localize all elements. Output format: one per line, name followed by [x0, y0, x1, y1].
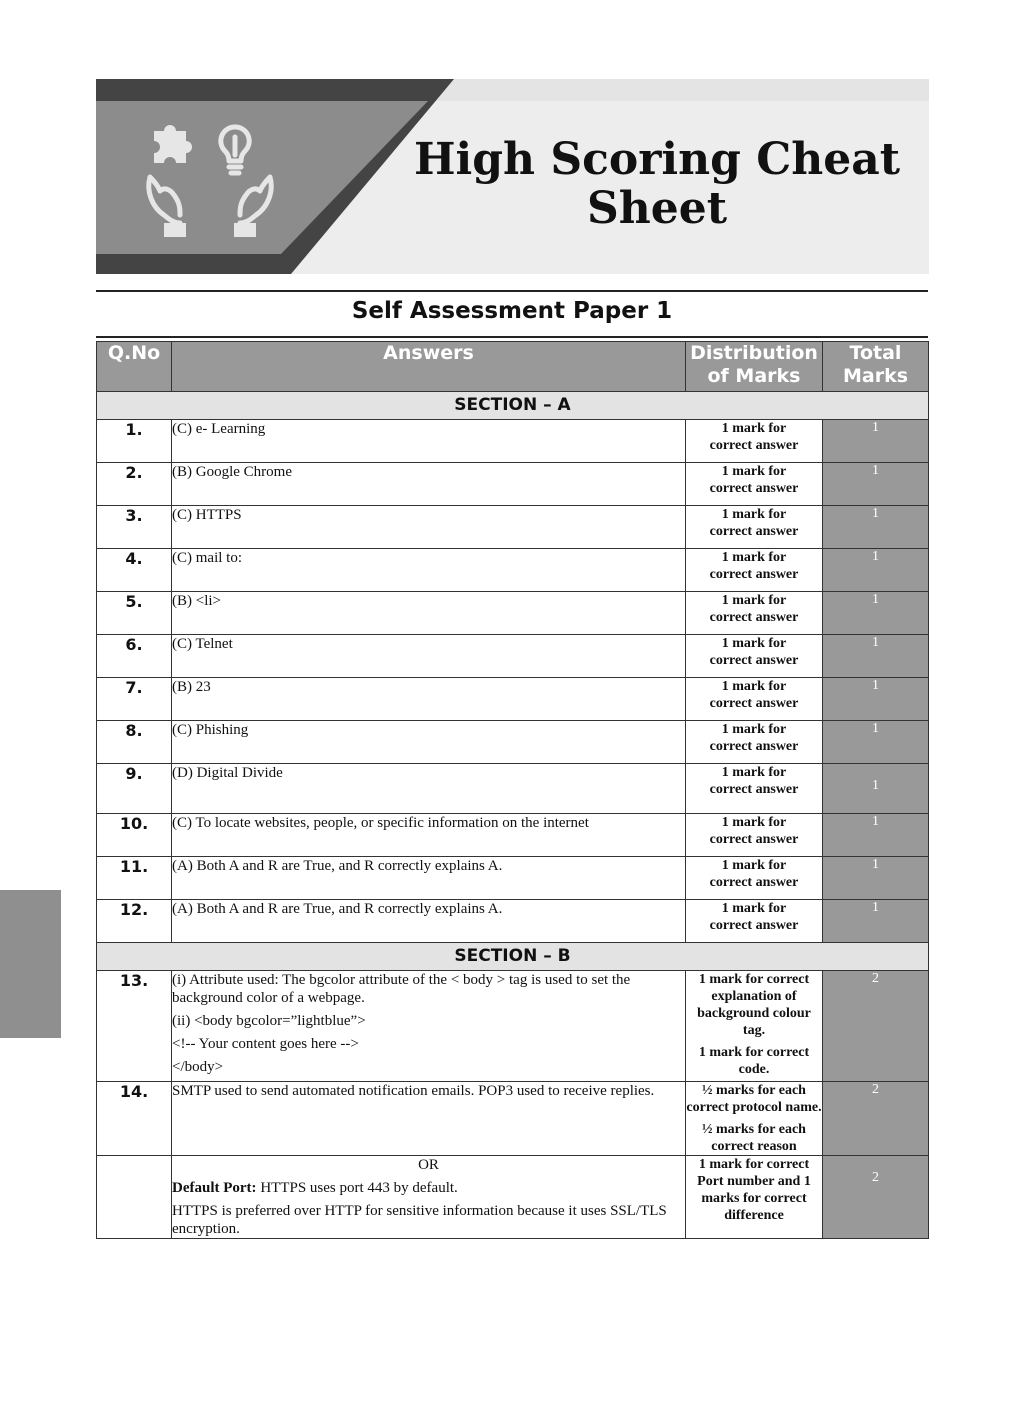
col-header-qno: Q.No [97, 342, 172, 392]
question-number: 9. [97, 764, 172, 814]
distribution-line: 1 mark for [721, 464, 787, 479]
distribution-cell [686, 549, 823, 592]
table-row [97, 678, 929, 721]
answer-cell: (C) Telnet [172, 635, 686, 678]
total-marks: 1 [823, 721, 929, 764]
distribution-line: correct answer [709, 739, 799, 754]
answer-line [172, 1179, 685, 1197]
question-number: 14. [97, 1082, 172, 1156]
total-marks: 1 [823, 592, 929, 635]
distribution-line: correct answer [709, 524, 799, 539]
distribution-line: ½ marks for each correct reason [702, 1122, 806, 1154]
side-tab [0, 890, 61, 1038]
answer-line: (i) Attribute used: The bgcolor attribute of the < body > tag is used to set the background color of a webpage. [172, 972, 631, 1006]
col-header-answers: Answers [172, 342, 686, 392]
total-marks: 1 [823, 506, 929, 549]
answer-cell: (C) To locate websites, people, or specific information on the internet [172, 814, 686, 857]
distribution-cell [686, 764, 823, 814]
section-b-label: SECTION – B [97, 943, 929, 971]
table-row [97, 592, 929, 635]
distribution-cell [686, 1082, 823, 1156]
table-row [97, 420, 929, 463]
distribution-line: 1 mark for [721, 421, 787, 436]
answer-cell: (B) <li> [172, 592, 686, 635]
distribution-line: 1 mark for [721, 765, 787, 780]
table-row [97, 857, 929, 900]
col-header-total-text: Total Marks [842, 342, 909, 387]
answer-cell: (B) 23 [172, 678, 686, 721]
total-marks: 1 [823, 463, 929, 506]
answer-line: SMTP used to send automated notification emails. POP3 used to receive replies. [172, 1083, 655, 1099]
answer-cell: (A) Both A and R are True, and R correctly explains A. [172, 900, 686, 943]
question-number-empty [97, 1156, 172, 1239]
distribution-cell [686, 506, 823, 549]
answer-cell: (D) Digital Divide [172, 764, 686, 814]
question-number: 5. [97, 592, 172, 635]
distribution-line: correct answer [709, 481, 799, 496]
col-header-total [823, 342, 929, 392]
table-row [97, 721, 929, 764]
total-marks: 1 [823, 420, 929, 463]
distribution-cell [686, 463, 823, 506]
section-row [97, 943, 929, 971]
distribution-line: 1 mark for [721, 815, 787, 830]
total-marks: 2 [823, 971, 929, 1082]
question-number: 13. [97, 971, 172, 1082]
question-number: 8. [97, 721, 172, 764]
question-number: 3. [97, 506, 172, 549]
answer-line: HTTPS is preferred over HTTP for sensitive information because it uses SSL/TLS encryption. [172, 1203, 667, 1237]
page-title [396, 135, 918, 233]
divider-top [96, 290, 928, 292]
answer-line: <!-- Your content goes here --> [172, 1036, 359, 1052]
divider-bottom [96, 336, 928, 338]
total-marks: 1 [823, 549, 929, 592]
distribution-cell [686, 900, 823, 943]
distribution-line: correct answer [709, 567, 799, 582]
total-marks: 1 [823, 857, 929, 900]
question-number: 10. [97, 814, 172, 857]
distribution-line: ½ marks for each correct protocol name. [686, 1083, 822, 1115]
table-row [97, 900, 929, 943]
distribution-line: correct answer [709, 832, 799, 847]
table-row [97, 764, 929, 814]
distribution-line: 1 mark for [721, 507, 787, 522]
answer-line: (ii) <body bgcolor=”lightblue”> [172, 1013, 366, 1029]
table-row [97, 814, 929, 857]
answer-line: </body> [172, 1059, 224, 1075]
answer-cell [172, 1082, 686, 1156]
col-header-distribution-text: Distribution of Marks [690, 342, 818, 387]
distribution-line: correct answer [709, 696, 799, 711]
table-row [97, 506, 929, 549]
table-row [97, 1082, 929, 1156]
distribution-line: 1 mark for correct code. [698, 1045, 810, 1077]
distribution-cell [686, 857, 823, 900]
distribution-line: correct answer [709, 782, 799, 797]
default-port-text: HTTPS uses port 443 by default. [256, 1180, 458, 1196]
distribution-line: 1 mark for [721, 722, 787, 737]
total-marks: 1 [823, 814, 929, 857]
distribution-cell [686, 635, 823, 678]
col-header-distribution [686, 342, 823, 392]
table-row [97, 463, 929, 506]
answer-cell: (A) Both A and R are True, and R correctly explains A. [172, 857, 686, 900]
puzzle-bulb-hands-icon [140, 115, 280, 245]
distribution-line: 1 mark for [721, 901, 787, 916]
answer-cell: (C) HTTPS [172, 506, 686, 549]
distribution-cell [686, 420, 823, 463]
question-number: 1. [97, 420, 172, 463]
total-marks: 1 [823, 678, 929, 721]
distribution-line: 1 mark for [721, 679, 787, 694]
distribution-line: 1 mark for [721, 858, 787, 873]
answer-table [96, 341, 929, 1239]
distribution-line: 1 mark for [721, 593, 787, 608]
question-number: 7. [97, 678, 172, 721]
title-line-1: High Scoring Cheat [413, 134, 901, 185]
distribution-cell [686, 592, 823, 635]
answer-cell: (C) mail to: [172, 549, 686, 592]
question-number: 6. [97, 635, 172, 678]
distribution-line: 1 mark for [721, 550, 787, 565]
paper-title: Self Assessment Paper 1 [351, 298, 673, 324]
question-number: 11. [97, 857, 172, 900]
total-marks: 2 [823, 1156, 929, 1239]
distribution-cell: 1 mark for correct Port number and 1 marks for correct difference [686, 1156, 823, 1239]
answer-cell: (B) Google Chrome [172, 463, 686, 506]
default-port-label: Default Port: [172, 1180, 257, 1196]
table-header-row [97, 342, 929, 392]
question-number: 2. [97, 463, 172, 506]
total-marks: 1 [823, 764, 929, 814]
total-marks: 2 [823, 1082, 929, 1156]
distribution-line: correct answer [709, 653, 799, 668]
table-row [97, 635, 929, 678]
answer-cell [172, 971, 686, 1082]
distribution-cell [686, 814, 823, 857]
distribution-line: correct answer [709, 610, 799, 625]
section-row [97, 392, 929, 420]
distribution-line: correct answer [709, 875, 799, 890]
distribution-cell [686, 721, 823, 764]
distribution-cell [686, 678, 823, 721]
question-number: 12. [97, 900, 172, 943]
table-row [97, 1156, 929, 1239]
section-a-label: SECTION – A [97, 392, 929, 420]
table-row [97, 549, 929, 592]
distribution-cell [686, 971, 823, 1082]
distribution-line: 1 mark for [721, 636, 787, 651]
or-label: OR [418, 1157, 439, 1173]
distribution-line: correct answer [709, 438, 799, 453]
title-line-2: Sheet [586, 183, 728, 234]
header-banner [96, 79, 929, 274]
answer-cell: (C) e- Learning [172, 420, 686, 463]
table-row [97, 971, 929, 1082]
total-marks: 1 [823, 900, 929, 943]
distribution-line: correct answer [709, 918, 799, 933]
answer-cell: (C) Phishing [172, 721, 686, 764]
question-number: 4. [97, 549, 172, 592]
distribution-line: 1 mark for correct explanation of background colour tag. [697, 972, 811, 1038]
total-marks: 1 [823, 635, 929, 678]
answer-cell [172, 1156, 686, 1239]
